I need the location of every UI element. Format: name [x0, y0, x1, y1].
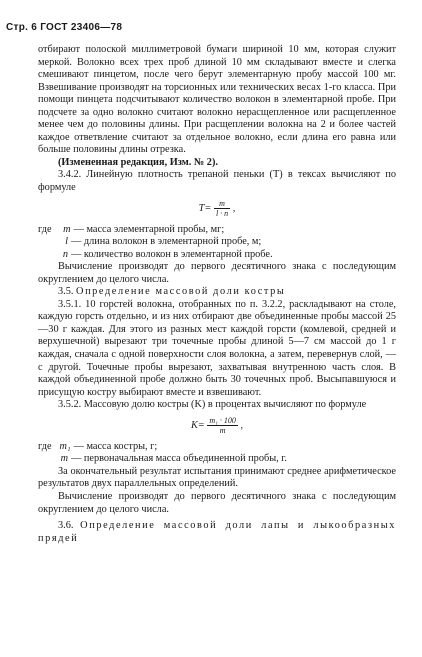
paragraph-sampling: отбирают полоской миллиметровой бумаги шириной 10 мм, которая служит меркой. Волокно всех трех проб длиной 10 мм складывают вместе и слегка смешивают пинцетом, после чего берут элементарную пробу массой 100 мг. Взвешивание производят на торсионных или технических весах 1-го класса. При помощи пинцета подсчитывают количество волокон в элементарной пробе. При подсчете за одно волокно считают волокно нерасщепленное или расщепленное менее чем до половины длины. При расщеплении волокна на 2 и более частей каждое ответвление считают за отдельное волокно, если длина его равна или больше половины длины отрезка.: [38, 44, 396, 156]
formula-numerator: m: [214, 199, 230, 209]
where-row: [38, 236, 396, 249]
section-heading-3-5: [38, 286, 396, 299]
section-title: Определение массовой доли лапы и лыкообразных прядей: [38, 520, 396, 544]
section-number: 3.6.: [58, 520, 74, 532]
section-title: Определение массовой доли костры: [76, 286, 286, 298]
symbol: l: [65, 236, 68, 248]
formula-lhs: T=: [198, 202, 212, 214]
formula-denominator: l · n: [215, 208, 229, 218]
paragraph-calculation-1: Вычисление производят до первого десятичного знака с последующим округлением до целого числа.: [38, 261, 396, 285]
section-number: 3.5.: [58, 286, 74, 298]
paragraph-3-5-2: 3.5.2. Массовую долю костры (K) в процентах вычисляют по формуле: [58, 399, 367, 411]
where-list-2: [38, 441, 396, 466]
formula-shive-fraction: [38, 416, 396, 435]
formula-denominator: m: [219, 425, 226, 435]
formula-numerator: m₁ · 100: [209, 415, 236, 425]
formula-fraction: [207, 416, 238, 435]
symbol-description: — масса элементарной пробы, мг;: [73, 223, 225, 235]
where-row: [38, 249, 396, 262]
document-body: [38, 44, 396, 545]
paragraph-calculation-2: Вычисление производят до первого десятичного знака с последующим округлением до целого числа.: [38, 490, 396, 515]
symbol: m: [60, 453, 68, 465]
where-word: где: [38, 440, 52, 452]
formula-tail: ,: [232, 202, 236, 214]
formula-fraction: [214, 199, 230, 218]
symbol-description: — первоначальная масса объединенной пробы, г.: [71, 453, 287, 465]
formula-lhs: K=: [190, 419, 205, 431]
where-row: [38, 441, 396, 454]
where-word: где: [38, 223, 52, 235]
symbol-description: — длина волокон в элементарной пробе, м;: [71, 236, 262, 248]
section-heading-3-6: [38, 520, 396, 545]
where-row: [38, 224, 396, 237]
paragraph-3-5-1: 3.5.1. 10 горстей волокна, отобранных по п. 3.2.2, раскладывают на столе, каждую горсть отдельно, и из них отбирают две объединенные пробы массой 25—30 г каждая. Для этого из разных мест каждой горсти (комлевой, средней и верхушечной) вырезают три точечные пробы длиной 5—7 см массой до 1 г каждая, сначала с одной поверхности слоя волокна, а затем, перевернув слой, — с другой. Точечные пробы вырезают, захватывая внутренною часть слоя. В каждой объединенной пробе должно быть 30 точечных проб. Высыпавшуюся и присущую кострy выбирают вместе и взвешивают.: [38, 298, 396, 398]
where-row: [38, 453, 396, 466]
paragraph-final-result: За окончательный результат испытания принимают среднее арифметическое результатов двух параллельных определений.: [38, 465, 396, 490]
symbol: m₁: [59, 440, 71, 452]
page-header: Стр. 6 ГОСТ 23406—78: [6, 22, 123, 33]
paragraph-3-4-2: 3.4.2. Линейную плотность трепаной пеньки (T) в тексах вычисляют по формуле: [38, 169, 396, 194]
formula-linear-density: [38, 199, 396, 218]
formula-tail: ,: [240, 419, 244, 431]
symbol-description: — масса костры, г;: [73, 440, 158, 452]
symbol-description: — количество волокон в элементарной пробе.: [71, 248, 273, 260]
where-list-1: [38, 224, 396, 262]
symbol: n: [62, 248, 68, 260]
edition-note: (Измененная редакция, Изм. № 2).: [58, 156, 218, 168]
symbol: m: [63, 223, 71, 235]
